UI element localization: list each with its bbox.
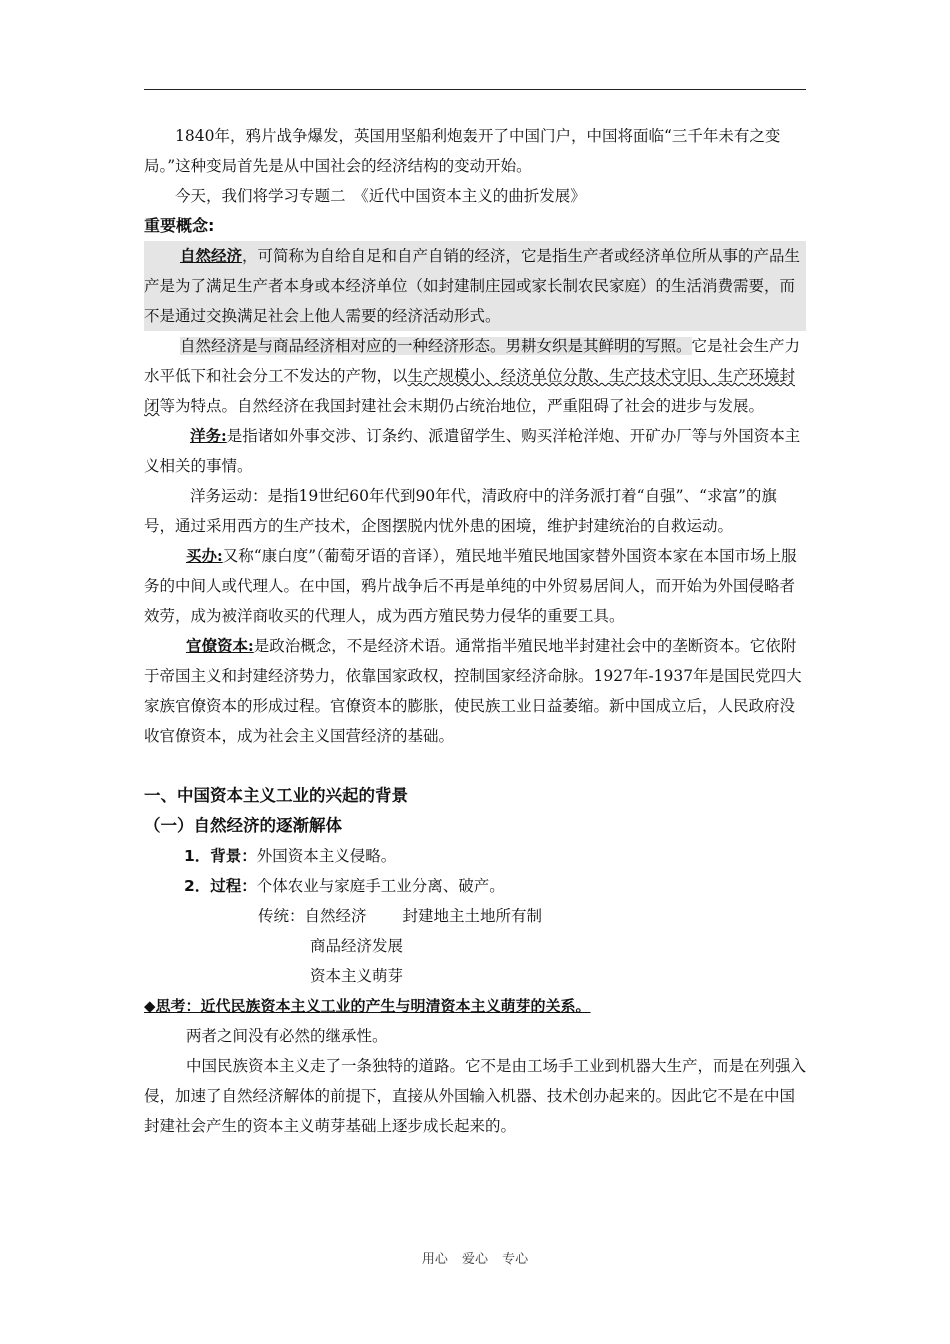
natural-economy-definition [144,241,806,331]
natural-economy-features: 生产规模小、经济单位分散、生产技术守旧、生产环境封闭 [144,367,796,415]
step-process-label: 2．过程： [184,877,257,895]
term-guanliao: 官僚资本: [186,636,254,655]
step-background-text: 外国资本主义侵略。 [256,847,397,865]
think-answer-2: 中国民族资本主义走了一条独特的道路。它不是由工场手工业到机器大生产，而是在列强入侵，加速了自然经济解体的前提下，直接从外国输入机器、技术创办起来的。因此它不是在中国封建社会产生的资本主义萌芽基础上逐步成长起来的。 [144,1057,807,1135]
think-question: ◆思考：近代民族资本主义工业的产生与明清资本主义萌芽的关系。 [144,997,591,1015]
term-natural-economy: 自然经济 [180,246,243,265]
natural-economy-def-text: ，可简称为自给自足和自产自销的经济，它是指生产者或经济单位所从事的产品生产是为了满足生产者本身或本经济单位（如封建制庄园或家长制农民家庭）的生活消费需要，而不是通过交换满足社会上他人需要的经济活动形式。 [144,247,801,325]
step-background [144,841,806,871]
natural-economy-paragraph [144,331,806,421]
step-background-label: 1．背景： [184,847,257,865]
intro-lesson: 今天，我们将学习专题二 《近代中国资本主义的曲折发展》 [175,187,586,205]
intro-paragraph: 1840年，鸦片战争爆发，英国用坚船利炮轰开了中国门户，中国将面临“三千年未有之变局。”这种变局首先是从中国社会的经济结构的变动开始。 [144,127,781,175]
yangwu-movement: 洋务运动：是指19世纪60年代到90年代，清政府中的洋务派打着“自强”、“求富”的旗号，通过采用西方的生产技术，企图摆脱内忧外患的困境，维护封建统治的自救运动。 [144,487,777,535]
spacer [144,751,806,781]
flow-commodity: 商品经济发展 [310,937,404,955]
footer-word-3: 专心 [502,1252,529,1267]
guanliao-def-text: 是政治概念，不是经济术语。通常指半殖民地半封建社会中的垄断资本。它依附于帝国主义和封建经济势力，依靠国家政权，控制国家经济命脉。1927年-1937年是国民党四大家族官僚资本的形成过程。官僚资本的膨胀，使民族工业日益萎缩。新中国成立后，人民政府没收官僚资本，成为社会主义国营经济的基础。 [144,637,802,745]
maiban-definition [144,541,806,631]
think-answer-1: 两者之间没有必然的继承性。 [186,1027,388,1045]
term-maiban: 买办: [186,546,223,565]
header-rule [144,89,806,90]
flow-traditional [144,901,806,931]
flow-trad-label: 传统： [258,907,305,925]
natural-economy-highlight: 自然经济是与商品经济相对应的一种经济形态。男耕女织是其鲜明的写照。 [180,337,692,355]
step-process [144,871,806,901]
flow-trad-b: 封建地主土地所有制 [402,907,543,925]
concepts-heading: 重要概念: [144,216,215,235]
guanliao-definition [144,631,806,751]
yangwu-definition [144,421,806,481]
yangwu-def-text: 是指诸如外事交涉、订条约、派遣留学生、购买洋枪洋炮、开矿办厂等与外国资本主义相关的事情。 [144,427,801,475]
section-title: 一、中国资本主义工业的兴起的背景 [144,786,408,805]
term-yangwu: 洋务: [190,426,227,445]
natural-economy-text-b: 等为特点。自然经济在我国封建社会末期仍占统治地位，严重阻碍了社会的进步与发展。 [159,397,765,415]
maiban-def-text: 又称“康白度”（葡萄牙语的音译），殖民地半殖民地国家替外国资本家在本国市场上服务的中间人或代理人。在中国，鸦片战争后不再是单纯的中外贸易居间人，而开始为外国侵略者效劳，成为被洋商收买的代理人，成为西方殖民势力侵华的重要工具。 [144,547,797,625]
page-footer [0,1248,950,1267]
natural-economy-text-a: 它是社会生产力水平低下和社会分工不发达的产物，以 [144,337,801,385]
flow-sprouts: 资本主义萌芽 [310,967,404,985]
document-body [144,121,806,1141]
flow-trad-a: 自然经济 [304,907,367,925]
step-process-text: 个体农业与家庭手工业分离、破产。 [256,877,505,895]
footer-word-2: 爱心 [461,1252,488,1267]
footer-word-1: 用心 [421,1252,448,1267]
subsection-title: （一）自然经济的逐渐解体 [144,816,342,835]
